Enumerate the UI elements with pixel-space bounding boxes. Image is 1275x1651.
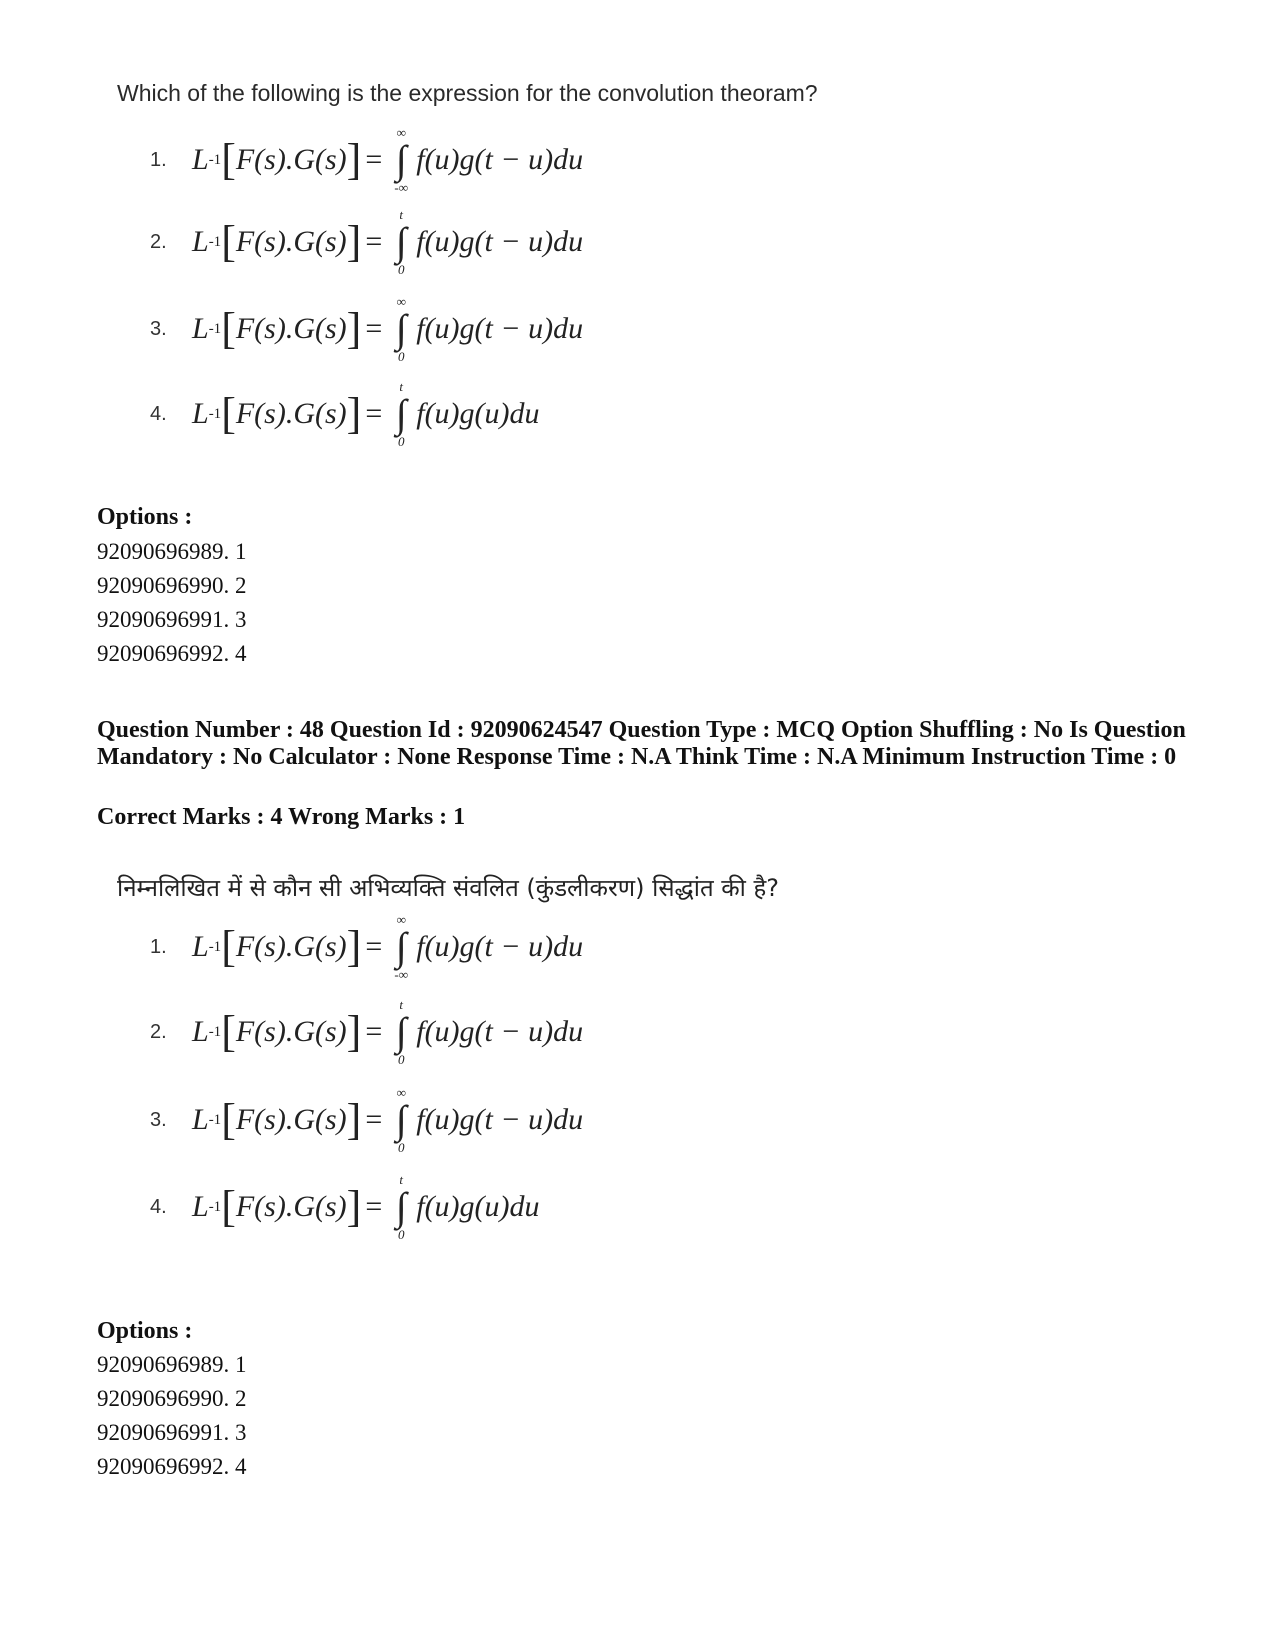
product-term: F(s).G(s) <box>235 1103 347 1136</box>
lower-limit: -∞ <box>394 180 409 195</box>
question-text: Which of the following is the expression for the convolution theoram? <box>117 80 818 106</box>
integral-sign: ∞ ∫ 0 <box>395 1085 407 1155</box>
equals-sign: = <box>365 1103 383 1136</box>
integral-sign: ∞ ∫ 0 <box>395 294 407 364</box>
equals-sign: = <box>365 312 383 345</box>
lower-limit: 0 <box>397 262 405 277</box>
choice-formula <box>150 1078 690 1162</box>
product-term: F(s).G(s) <box>235 1190 347 1223</box>
choice-formula <box>150 905 690 989</box>
choice-number: 3. <box>150 1108 167 1131</box>
inverse-exponent: -1 <box>208 1111 222 1128</box>
laplace-operator: L <box>192 143 209 176</box>
option-item: 92090696992. 4 <box>97 1454 247 1479</box>
options-label: Options : <box>97 504 193 530</box>
inverse-exponent: -1 <box>208 151 222 168</box>
upper-limit: t <box>399 379 404 394</box>
laplace-operator: L <box>192 1015 209 1048</box>
lower-limit: -∞ <box>394 967 409 982</box>
choice-number: 4. <box>150 1195 167 1218</box>
equals-sign: = <box>365 143 383 176</box>
integrand: f(u)g(t − u)du <box>416 225 584 258</box>
integral-sign: t ∫ 0 <box>395 1172 407 1242</box>
integrand: f(u)g(t − u)du <box>416 312 584 345</box>
product-term: F(s).G(s) <box>235 930 347 963</box>
choice-number: 1. <box>150 935 167 958</box>
left-bracket: [ <box>221 1095 236 1144</box>
inverse-exponent: -1 <box>208 1198 222 1215</box>
inverse-exponent: -1 <box>208 320 222 337</box>
integral-sign: t ∫ 0 <box>395 207 407 277</box>
equals-sign: = <box>365 225 383 258</box>
choice-formula <box>150 372 690 456</box>
laplace-operator: L <box>192 312 209 345</box>
product-term: F(s).G(s) <box>235 143 347 176</box>
option-item: 92090696989. 1 <box>97 1352 247 1377</box>
left-bracket: [ <box>221 389 236 438</box>
lower-limit: 0 <box>397 434 405 449</box>
upper-limit: t <box>399 1172 404 1187</box>
option-item: 92090696990. 2 <box>97 573 247 598</box>
lower-limit: 0 <box>397 1140 405 1155</box>
choice-formula <box>150 990 690 1074</box>
marks-info: Correct Marks : 4 Wrong Marks : 1 <box>97 804 466 830</box>
right-bracket: ] <box>346 217 362 266</box>
lower-limit: 0 <box>397 1227 405 1242</box>
inverse-exponent: -1 <box>208 405 222 422</box>
product-term: F(s).G(s) <box>235 225 347 258</box>
integrand: f(u)g(t − u)du <box>416 1103 584 1136</box>
laplace-operator: L <box>192 225 209 258</box>
upper-limit: ∞ <box>396 912 406 927</box>
choice-formula <box>150 287 690 371</box>
product-term: F(s).G(s) <box>235 1015 347 1048</box>
choice-number: 4. <box>150 402 167 425</box>
left-bracket: [ <box>221 217 236 266</box>
right-bracket: ] <box>346 1095 362 1144</box>
left-bracket: [ <box>221 135 236 184</box>
upper-limit: ∞ <box>396 294 406 309</box>
right-bracket: ] <box>346 389 362 438</box>
product-term: F(s).G(s) <box>235 312 347 345</box>
equals-sign: = <box>365 1190 383 1223</box>
upper-limit: t <box>399 997 404 1012</box>
inverse-exponent: -1 <box>208 938 222 955</box>
integrand: f(u)g(t − u)du <box>416 143 584 176</box>
integrand: f(u)g(u)du <box>416 397 540 430</box>
left-bracket: [ <box>221 1007 236 1056</box>
laplace-operator: L <box>192 1103 209 1136</box>
equals-sign: = <box>365 930 383 963</box>
option-item: 92090696989. 1 <box>97 539 247 564</box>
integral-sign: t ∫ 0 <box>395 379 407 449</box>
upper-limit: ∞ <box>396 125 406 140</box>
product-term: F(s).G(s) <box>235 397 347 430</box>
option-item: 92090696990. 2 <box>97 1386 247 1411</box>
integrand: f(u)g(t − u)du <box>416 930 584 963</box>
left-bracket: [ <box>221 304 236 353</box>
integral-sign: ∞ ∫ -∞ <box>394 125 409 195</box>
question-meta: Question Number : 48 Question Id : 92090624547 Question Type : MCQ Option Shuffling : No Is Question Mandatory : No Calculator : None Response Time : N.A Think Time : N.A Minimum Instruction Time : 0 <box>97 717 1186 770</box>
integral-sign: t ∫ 0 <box>395 997 407 1067</box>
choice-number: 1. <box>150 148 167 171</box>
lower-limit: 0 <box>397 1052 405 1067</box>
inverse-exponent: -1 <box>208 233 222 250</box>
choice-number: 2. <box>150 1020 167 1043</box>
option-item: 92090696991. 3 <box>97 607 247 632</box>
choice-number: 3. <box>150 317 167 340</box>
integral-sign: ∞ ∫ -∞ <box>394 912 409 982</box>
laplace-operator: L <box>192 1190 209 1223</box>
left-bracket: [ <box>221 1182 236 1231</box>
option-item: 92090696991. 3 <box>97 1420 247 1445</box>
laplace-operator: L <box>192 397 209 430</box>
inverse-exponent: -1 <box>208 1023 222 1040</box>
option-item: 92090696992. 4 <box>97 641 247 666</box>
choice-formula <box>150 200 690 284</box>
choice-formula <box>150 1165 690 1249</box>
choice-formula <box>150 118 690 202</box>
equals-sign: = <box>365 397 383 430</box>
right-bracket: ] <box>346 135 362 184</box>
equals-sign: = <box>365 1015 383 1048</box>
left-bracket: [ <box>221 922 236 971</box>
integrand: f(u)g(t − u)du <box>416 1015 584 1048</box>
upper-limit: ∞ <box>396 1085 406 1100</box>
options-label: Options : <box>97 1318 193 1344</box>
right-bracket: ] <box>346 1007 362 1056</box>
upper-limit: t <box>399 207 404 222</box>
question-text-hindi: निम्नलिखित में से कौन सी अभिव्यक्ति संवलित (कुंडलीकरण) सिद्धांत की है? <box>117 874 780 902</box>
right-bracket: ] <box>346 304 362 353</box>
right-bracket: ] <box>346 1182 362 1231</box>
laplace-operator: L <box>192 930 209 963</box>
right-bracket: ] <box>346 922 362 971</box>
lower-limit: 0 <box>397 349 405 364</box>
integrand: f(u)g(u)du <box>416 1190 540 1223</box>
choice-number: 2. <box>150 230 167 253</box>
